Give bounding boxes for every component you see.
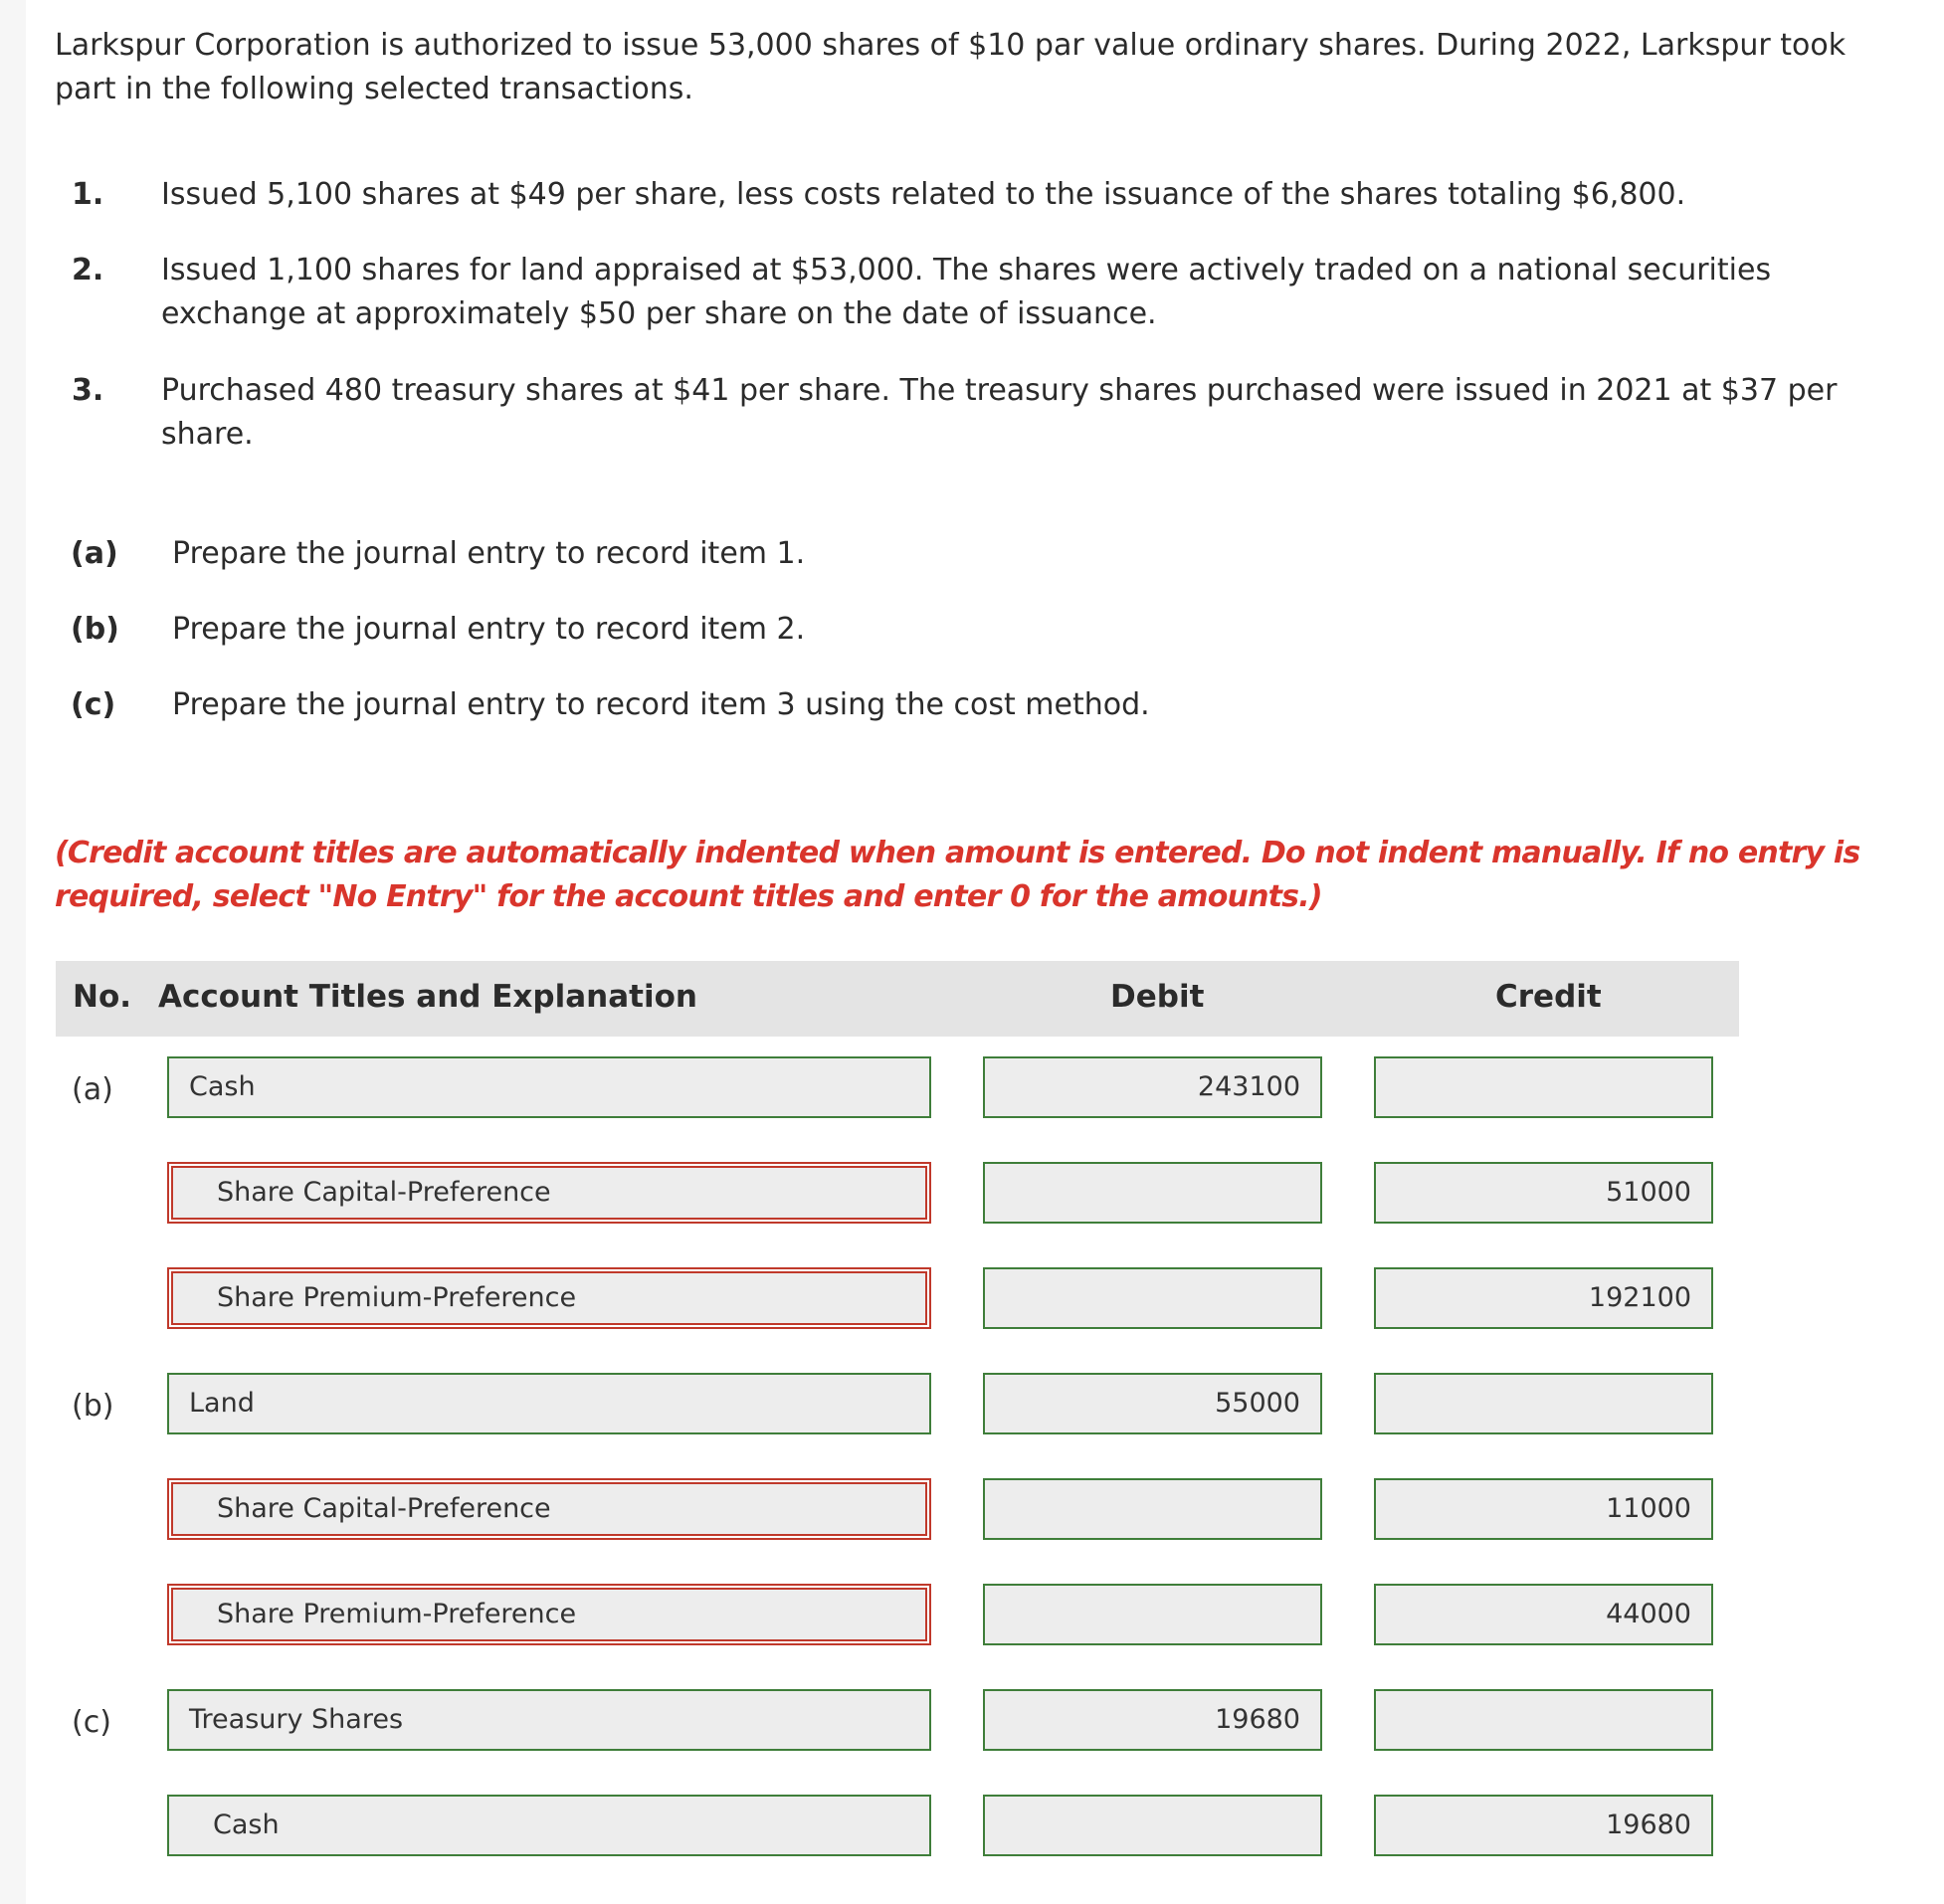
table-header: [56, 961, 1739, 1037]
header-credit: Credit: [1495, 979, 1602, 1015]
debit-input[interactable]: [983, 1162, 1322, 1224]
account-title-select[interactable]: Treasury Shares: [167, 1689, 931, 1751]
transaction-text: Issued 1,100 shares for land appraised at $53,000. The shares were actively traded on a national securities exchange at approximately $50 per share on the date of issuance.: [161, 253, 1772, 331]
debit-input[interactable]: [983, 1267, 1322, 1329]
debit-input[interactable]: [983, 1478, 1322, 1540]
part-text: Prepare the journal entry to record item 1.: [172, 536, 806, 571]
transaction-number: 3.: [72, 373, 104, 408]
transaction-text: Purchased 480 treasury shares at $41 per share. The treasury shares purchased were issued in 2021 at $37 per share.: [161, 373, 1838, 452]
account-title-select[interactable]: Share Capital-Preference: [167, 1478, 931, 1540]
debit-input[interactable]: 19680: [983, 1689, 1322, 1751]
credit-input[interactable]: 192100: [1374, 1267, 1713, 1329]
credit-input[interactable]: 19680: [1374, 1795, 1713, 1856]
part-label: (b): [71, 612, 119, 647]
account-title-select[interactable]: Share Premium-Preference: [167, 1584, 931, 1645]
account-title-select[interactable]: Cash: [167, 1795, 931, 1856]
problem-intro: Larkspur Corporation is authorized to issue 53,000 shares of $10 par value ordinary shares. During 2022, Larkspur took part in the following selected transactions.: [55, 28, 1847, 106]
account-title-select[interactable]: Land: [167, 1373, 931, 1434]
account-title-select[interactable]: Share Capital-Preference: [167, 1162, 931, 1224]
credit-input[interactable]: 44000: [1374, 1584, 1713, 1645]
account-title-select[interactable]: Share Premium-Preference: [167, 1267, 931, 1329]
header-account: Account Titles and Explanation: [158, 979, 697, 1015]
left-gutter: [0, 0, 26, 1904]
header-no: No.: [73, 979, 132, 1015]
credit-input[interactable]: 51000: [1374, 1162, 1713, 1224]
part-label: (a): [71, 536, 118, 571]
credit-input[interactable]: [1374, 1689, 1713, 1751]
debit-input[interactable]: [983, 1584, 1322, 1645]
credit-input[interactable]: 11000: [1374, 1478, 1713, 1540]
row-label: (c): [72, 1705, 111, 1740]
debit-input[interactable]: [983, 1795, 1322, 1856]
debit-input[interactable]: 243100: [983, 1056, 1322, 1118]
part-text: Prepare the journal entry to record item 3 using the cost method.: [172, 687, 1150, 722]
transaction-number: 1.: [72, 177, 104, 212]
debit-input[interactable]: 55000: [983, 1373, 1322, 1434]
account-title-select[interactable]: Cash: [167, 1056, 931, 1118]
part-label: (c): [71, 687, 116, 722]
transaction-text: Issued 5,100 shares at $49 per share, less costs related to the issuance of the shares totaling $6,800.: [161, 177, 1686, 212]
instruction-note: (Credit account titles are automatically indented when amount is entered. Do not indent manually. If no entry is required, select "No Entry" for the account titles and enter 0 for the amounts.): [55, 836, 1860, 914]
transaction-number: 2.: [72, 253, 104, 287]
row-label: (b): [72, 1389, 114, 1424]
header-debit: Debit: [1110, 979, 1205, 1015]
credit-input[interactable]: [1374, 1373, 1713, 1434]
part-text: Prepare the journal entry to record item 2.: [172, 612, 806, 647]
credit-input[interactable]: [1374, 1056, 1713, 1118]
row-label: (a): [72, 1072, 113, 1107]
